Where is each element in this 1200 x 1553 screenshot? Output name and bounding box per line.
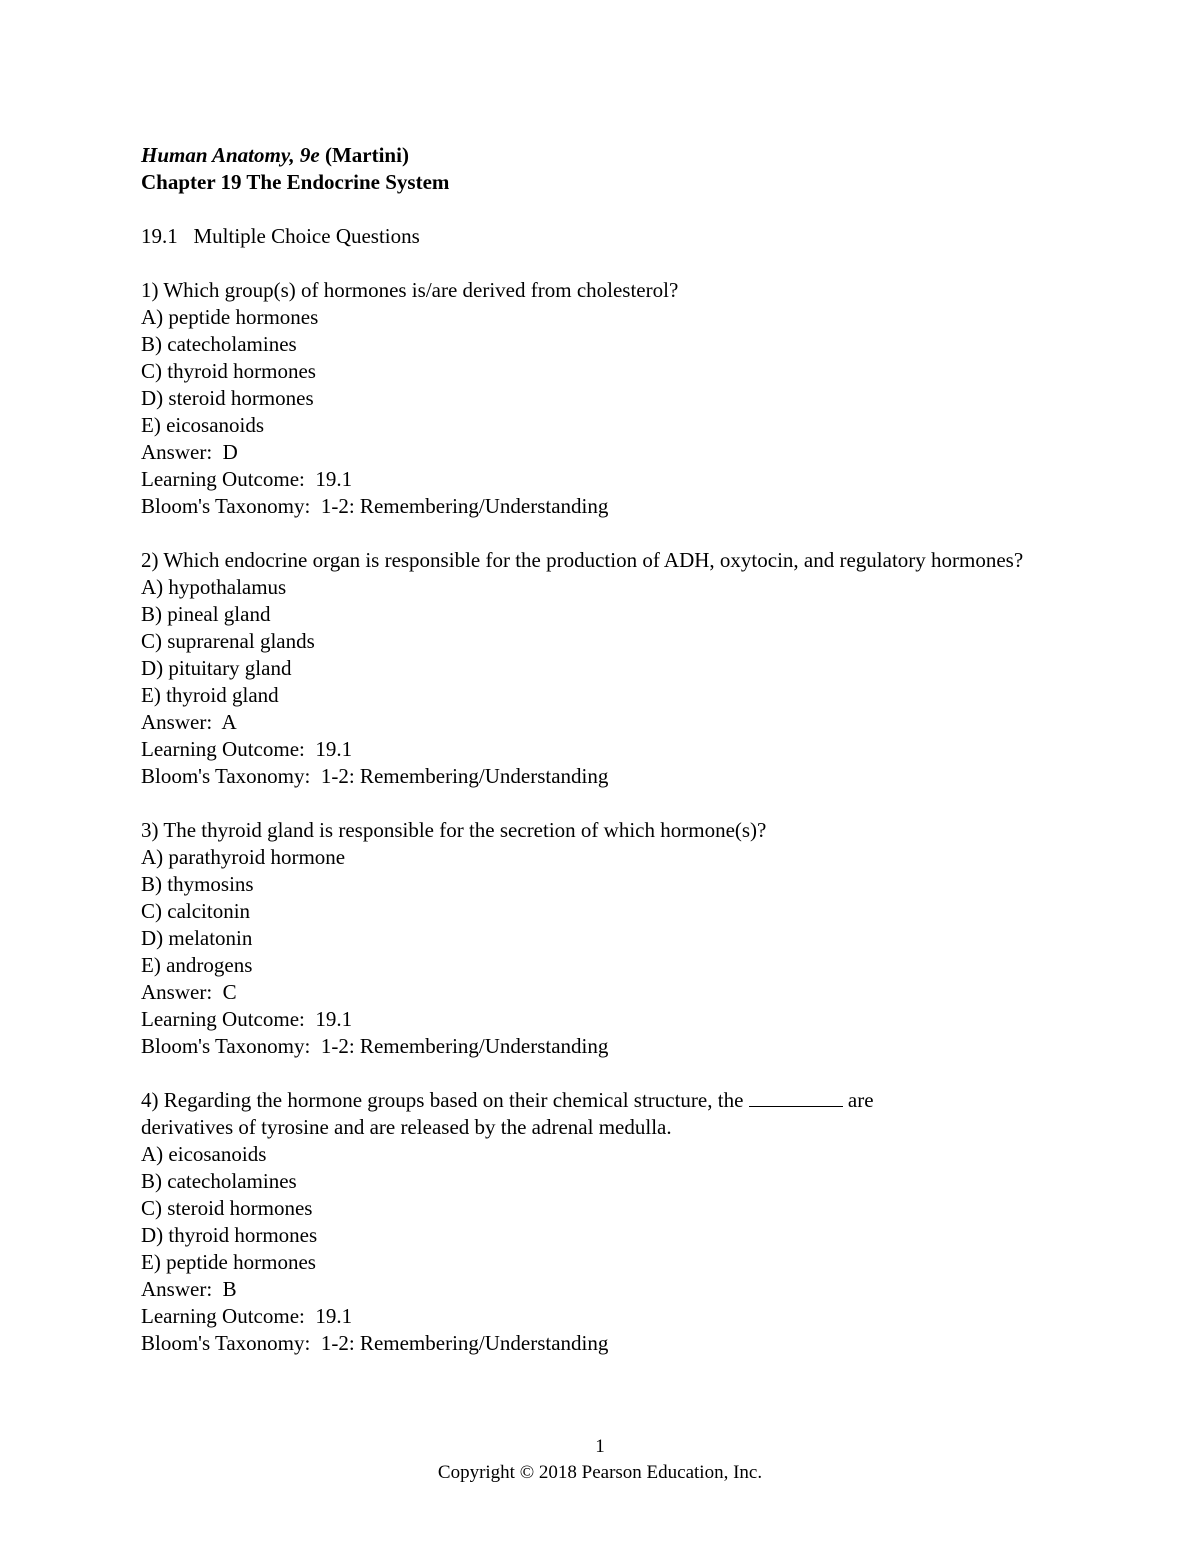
option-e: E) androgens bbox=[141, 953, 253, 977]
question-1 bbox=[141, 277, 1041, 520]
page-content bbox=[141, 142, 1041, 1357]
blooms-taxonomy: Bloom's Taxonomy: 1-2: Remembering/Understanding bbox=[141, 1034, 609, 1058]
option-c: C) steroid hormones bbox=[141, 1196, 313, 1220]
question-4 bbox=[141, 1087, 1041, 1357]
learning-outcome: Learning Outcome: 19.1 bbox=[141, 1304, 353, 1328]
section-heading: 19.1 Multiple Choice Questions bbox=[141, 224, 420, 248]
page-number: 1 bbox=[595, 1436, 605, 1457]
option-c: C) calcitonin bbox=[141, 899, 251, 923]
option-d: D) thyroid hormones bbox=[141, 1223, 318, 1247]
book-title: Human Anatomy, 9e bbox=[141, 143, 320, 167]
option-b: B) catecholamines bbox=[141, 1169, 297, 1193]
option-a: A) hypothalamus bbox=[141, 575, 287, 599]
option-a: A) peptide hormones bbox=[141, 305, 319, 329]
question-stem: 1) Which group(s) of hormones is/are derived from cholesterol? bbox=[141, 278, 679, 302]
chapter-title: Chapter 19 The Endocrine System bbox=[141, 170, 450, 194]
answer: Answer: C bbox=[141, 980, 237, 1004]
option-d: D) pituitary gland bbox=[141, 656, 292, 680]
spacer bbox=[141, 790, 1041, 817]
answer: Answer: D bbox=[141, 440, 238, 464]
question-stem-start: 4) Regarding the hormone groups based on their chemical structure, the bbox=[141, 1088, 749, 1112]
book-title-line bbox=[141, 142, 1041, 169]
option-a: A) eicosanoids bbox=[141, 1142, 267, 1166]
question-stem bbox=[141, 1087, 1041, 1114]
option-d: D) steroid hormones bbox=[141, 386, 314, 410]
answer: Answer: A bbox=[141, 710, 237, 734]
spacer bbox=[141, 520, 1041, 547]
copyright-notice: Copyright © 2018 Pearson Education, Inc. bbox=[437, 1462, 763, 1483]
option-a: A) parathyroid hormone bbox=[141, 845, 346, 869]
option-b: B) thymosins bbox=[141, 872, 254, 896]
spacer bbox=[141, 1060, 1041, 1087]
book-author: (Martini) bbox=[319, 143, 409, 167]
option-e: E) peptide hormones bbox=[141, 1250, 316, 1274]
question-stem: 2) Which endocrine organ is responsible for the production of ADH, oxytocin, and regulatory hormones? bbox=[141, 548, 1024, 572]
fill-in-blank bbox=[749, 1088, 843, 1107]
question-3 bbox=[141, 817, 1041, 1060]
learning-outcome: Learning Outcome: 19.1 bbox=[141, 1007, 353, 1031]
learning-outcome: Learning Outcome: 19.1 bbox=[141, 737, 353, 761]
option-e: E) thyroid gland bbox=[141, 683, 279, 707]
question-stem: 3) The thyroid gland is responsible for the secretion of which hormone(s)? bbox=[141, 818, 767, 842]
spacer bbox=[141, 250, 1041, 277]
option-c: C) suprarenal glands bbox=[141, 629, 315, 653]
option-e: E) eicosanoids bbox=[141, 413, 265, 437]
option-d: D) melatonin bbox=[141, 926, 253, 950]
option-c: C) thyroid hormones bbox=[141, 359, 316, 383]
option-b: B) pineal gland bbox=[141, 602, 271, 626]
answer: Answer: B bbox=[141, 1277, 237, 1301]
blooms-taxonomy: Bloom's Taxonomy: 1-2: Remembering/Understanding bbox=[141, 764, 609, 788]
question-2 bbox=[141, 547, 1041, 790]
learning-outcome: Learning Outcome: 19.1 bbox=[141, 467, 353, 491]
option-b: B) catecholamines bbox=[141, 332, 297, 356]
spacer bbox=[141, 196, 1041, 223]
question-stem-end: are bbox=[842, 1088, 874, 1112]
blooms-taxonomy: Bloom's Taxonomy: 1-2: Remembering/Understanding bbox=[141, 494, 609, 518]
blooms-taxonomy: Bloom's Taxonomy: 1-2: Remembering/Understanding bbox=[141, 1331, 609, 1355]
question-stem-continued: derivatives of tyrosine and are released by the adrenal medulla. bbox=[141, 1115, 672, 1139]
